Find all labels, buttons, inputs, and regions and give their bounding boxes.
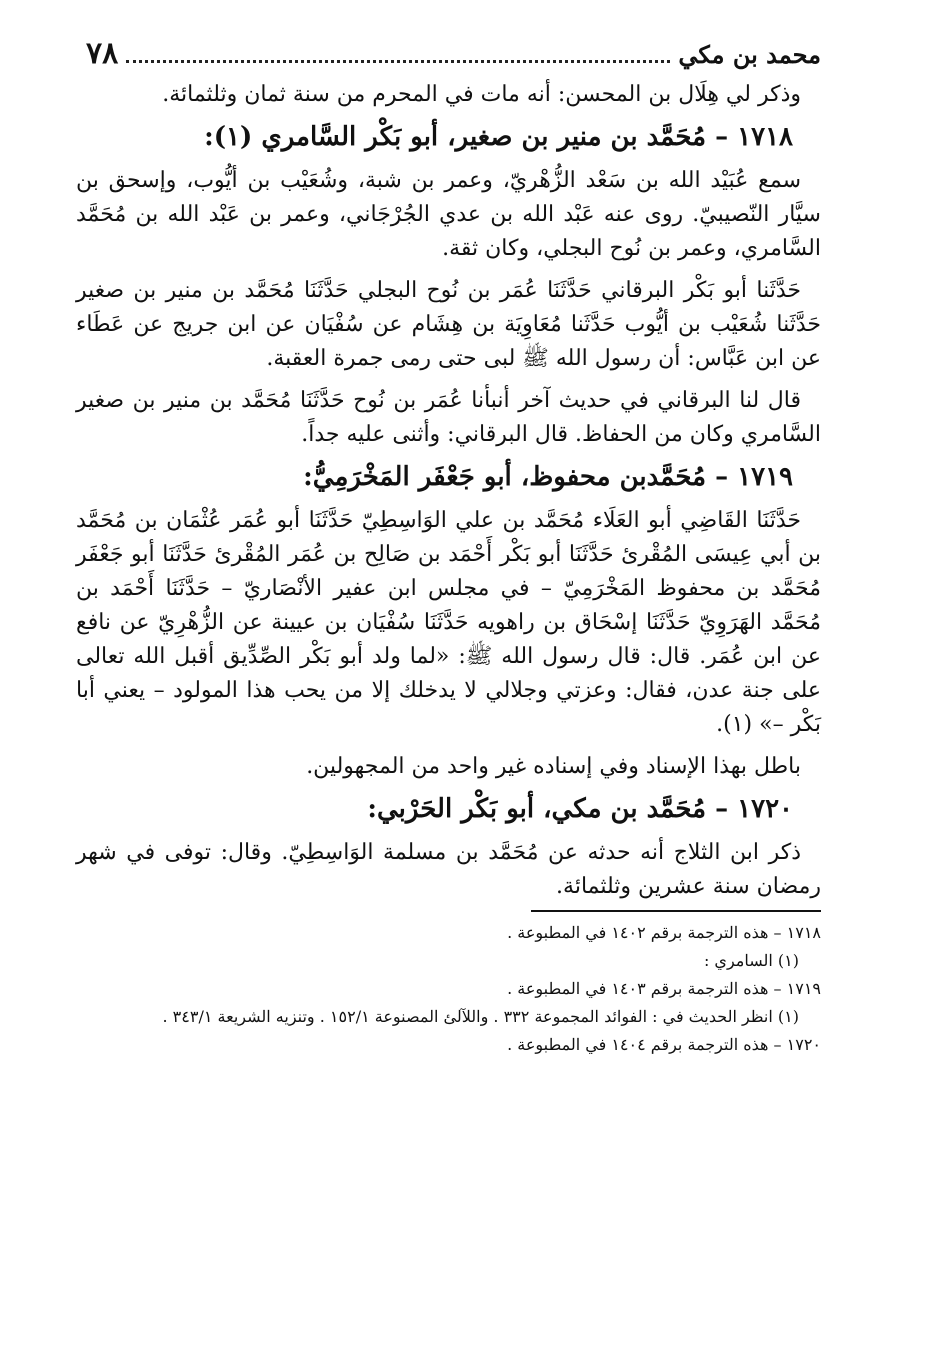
entry-1719-paragraph-1: حَدَّثَنَا القَاضِي أبو العَلَاء مُحَمَّد بن علي الوَاسِطِيّ حَدَّثَنَا أبو عُمَر عُثْمَان بن مُحَمَّد بن أبي عِيسَى المُقْرئ حَدَّثَنَا أبو بَكْر أَحْمَد بن صَالِح بن عُمَر المُقْرئ حَدَّثَنَا أبو جَعْفَر مُحَمَّد بن محفوظ المَخْرَمِيّ – في مجلس ابن عفير الأنْصَاريّ – حَدَّثَنَا أَحْمَد بن مُحَمَّد الهَرَوِيّ حَدَّثَنَا إسْحَاق بن راهويه حَدَّثَنَا سُفْيَان بن عيينة عن الزُّهْرِيّ عن نافع عن ابن عُمَر. قال: قال رسول الله ﷺ: «لما ولد أبو بَكْر الصِّدِّيق أقبل الله تعالى على جنة عدن، فقال: وعزتي وجلالي لا يدخلك إلا من يحب هذا المولود – يعني أبا بَكْر –» (١). bbox=[76, 508, 821, 737]
footnote-separator bbox=[531, 910, 821, 912]
paragraph-intro: وذكر لي هِلَال بن المحسن: أنه مات في المحرم من سنة ثمان وثلثمائة. bbox=[162, 82, 801, 107]
book-page bbox=[76, 36, 821, 1060]
entry-1718-paragraph-2: حَدَّثَنا أبو بَكْر البرقاني حَدَّثَنَا عُمَر بن نُوح البجلي حَدَّثَنَا مُحَمَّد بن منير بن صغير حَدَّثَنا شُعَيْب بن أيُّوب حَدَّثَنا مُعَاوِيَة بن هِشَام عن سُفْيَان عن ابن جريج عن عَطَاء عن ابن عَبَّاس: أن رسول الله ﷺ لبى حتى رمى جمرة العقبة. bbox=[76, 278, 821, 371]
footnote-1719: ١٧١٩ – هذه الترجمة برقم ١٤٠٣ في المطبوعة . bbox=[507, 979, 821, 998]
entry-heading-1719: ١٧١٩ – مُحَمَّدبن محفوظ، أبو جَعْفَر المَخْرَمِيُّ: bbox=[303, 462, 793, 492]
header-dotted-leader bbox=[126, 59, 670, 63]
footnote-1718-note-1: (١) السامري : bbox=[703, 951, 799, 970]
footnote-1720: ١٧٢٠ – هذه الترجمة برقم ١٤٠٤ في المطبوعة . bbox=[507, 1035, 821, 1054]
entry-1718-paragraph-1: سمع عُبَيْد الله بن سَعْد الزُّهْريّ، وعمر بن شبة، وشُعَيْب بن أيُّوب، وإسحق بن سيَّار النّصيبيّ. روى عنه عَبْد الله بن عدي الجُرْجَاني، وعمر بن عَبْد الله بن مُحَمَّد السَّامري، وعمر بن نُوح البجلي، وكان ثقة. bbox=[76, 168, 821, 261]
page-number: ٧٨ bbox=[86, 36, 119, 71]
entry-1718-paragraph-3: قال لنا البرقاني في حديث آخر أنبأنا عُمَر بن نُوح حَدَّثَنَا مُحَمَّد بن منير بن صغير السَّامري وكان من الحفاظ. قال البرقاني: وأثنى عليه جداً. bbox=[76, 388, 821, 447]
running-title: محمد بن مكي bbox=[678, 40, 821, 69]
page-header bbox=[76, 36, 821, 78]
footnote-1719-note-1: (١) انظر الحديث في : الفوائد المجموعة ٣٣٢ . واللآلئ المصنوعة ١٥٢/١ . وتنزيه الشريعة ٣٤٣/١ . bbox=[162, 1007, 799, 1026]
entry-1720-paragraph-1: ذكر ابن الثلاج أنه حدثه عن مُحَمَّد بن مسلمة الوَاسِطِيّ. وقال: توفى في شهر رمضان سنة عشرين وثلثمائة. bbox=[76, 840, 821, 899]
footnotes bbox=[76, 920, 821, 1058]
entry-1719-paragraph-2: باطل بهذا الإسناد وفي إسناده غير واحد من المجهولين. bbox=[306, 754, 801, 779]
footnote-1718: ١٧١٨ – هذه الترجمة برقم ١٤٠٢ في المطبوعة . bbox=[507, 923, 821, 942]
entry-heading-1720: ١٧٢٠ – مُحَمَّد بن مكي، أبو بَكْر الحَرْبي: bbox=[367, 794, 793, 824]
entry-heading-1718: ١٧١٨ – مُحَمَّد بن منير بن صغير، أبو بَكْر السَّامري (١): bbox=[204, 122, 793, 152]
